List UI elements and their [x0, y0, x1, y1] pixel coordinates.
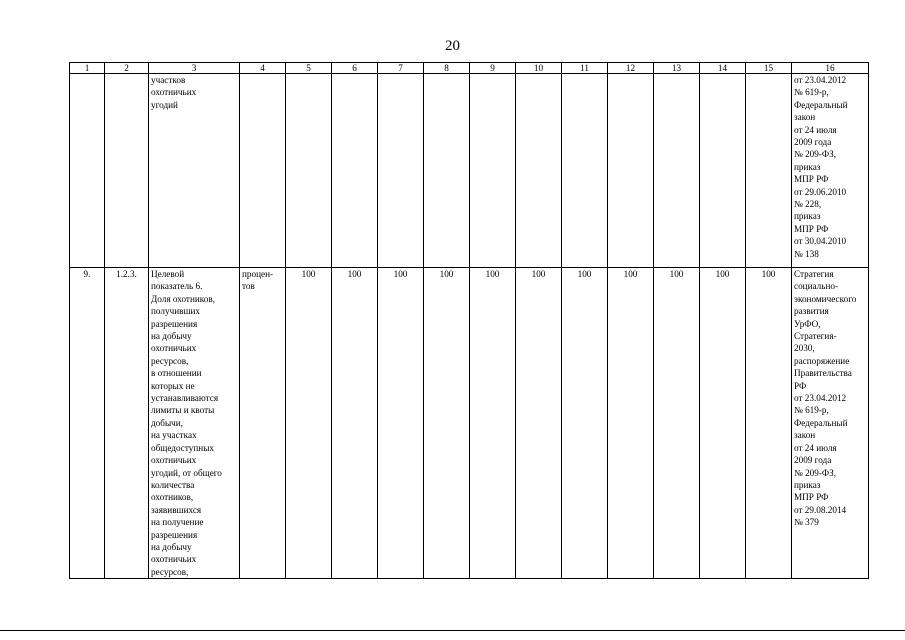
column-header: 12: [608, 63, 654, 74]
column-header: 10: [516, 63, 562, 74]
source-cell: от 23.04.2012 № 619-р, Федеральный закон от 24 июля 2009 года № 209-ФЗ, приказ МПР РФ от 29.06.2010 № 228, приказ МПР РФ от 30.04.2010 № 138: [792, 74, 869, 268]
indicator-name-cell: Целевой показатель 6. Доля охотников, получивших разрешения на добычу охотничьих ресурсов, в отношении которых не устанавливаются лимиты и квоты добычи, на участках общедоступных охотничьих угодий, от общего количества охотников, заявившихся на получение разрешения на добычу охотничьих ресурсов,: [149, 268, 240, 579]
value-cell: [746, 74, 792, 268]
page-bottom-rule: [0, 630, 905, 631]
value-cell: [286, 74, 332, 268]
table-row: [70, 74, 869, 268]
column-header: 1: [70, 63, 105, 74]
value-cell: [332, 74, 378, 268]
column-header: 4: [240, 63, 286, 74]
value-cell: 100: [378, 268, 424, 579]
unit-cell: процен- тов: [240, 268, 286, 579]
column-header: 13: [654, 63, 700, 74]
value-cell: 100: [286, 268, 332, 579]
value-cell: [378, 74, 424, 268]
column-header: 16: [792, 63, 869, 74]
value-cell: 100: [332, 268, 378, 579]
value-cell: 100: [608, 268, 654, 579]
table-header-row: [70, 63, 869, 74]
value-cell: [608, 74, 654, 268]
unit-cell: [240, 74, 286, 268]
table-row: [70, 268, 869, 579]
value-cell: 100: [424, 268, 470, 579]
value-cell: 100: [470, 268, 516, 579]
code-cell: 1.2.3.: [105, 268, 149, 579]
value-cell: [470, 74, 516, 268]
value-cell: [654, 74, 700, 268]
value-cell: 100: [516, 268, 562, 579]
column-header: 8: [424, 63, 470, 74]
column-header: 7: [378, 63, 424, 74]
value-cell: [700, 74, 746, 268]
value-cell: [516, 74, 562, 268]
column-header: 3: [149, 63, 240, 74]
column-header: 9: [470, 63, 516, 74]
code-cell: [105, 74, 149, 268]
row-number-cell: [70, 74, 105, 268]
column-header: 6: [332, 63, 378, 74]
source-cell: Стратегия социально- экономического развития УрФО, Стратегия- 2030, распоряжение Правительства РФ от 23.04.2012 № 619-р, Федеральный закон от 24 июля 2009 года № 209-ФЗ, приказ МПР РФ от 29.08.2014 № 379: [792, 268, 869, 579]
page-number: 20: [445, 38, 460, 54]
column-header: 5: [286, 63, 332, 74]
value-cell: [562, 74, 608, 268]
column-header: 15: [746, 63, 792, 74]
column-header: 14: [700, 63, 746, 74]
value-cell: [424, 74, 470, 268]
value-cell: 100: [700, 268, 746, 579]
indicator-name-cell: участков охотничьих угодий: [149, 74, 240, 268]
data-table: [69, 62, 869, 579]
column-header: 11: [562, 63, 608, 74]
row-number-cell: 9.: [70, 268, 105, 579]
value-cell: 100: [746, 268, 792, 579]
value-cell: 100: [654, 268, 700, 579]
column-header: 2: [105, 63, 149, 74]
value-cell: 100: [562, 268, 608, 579]
